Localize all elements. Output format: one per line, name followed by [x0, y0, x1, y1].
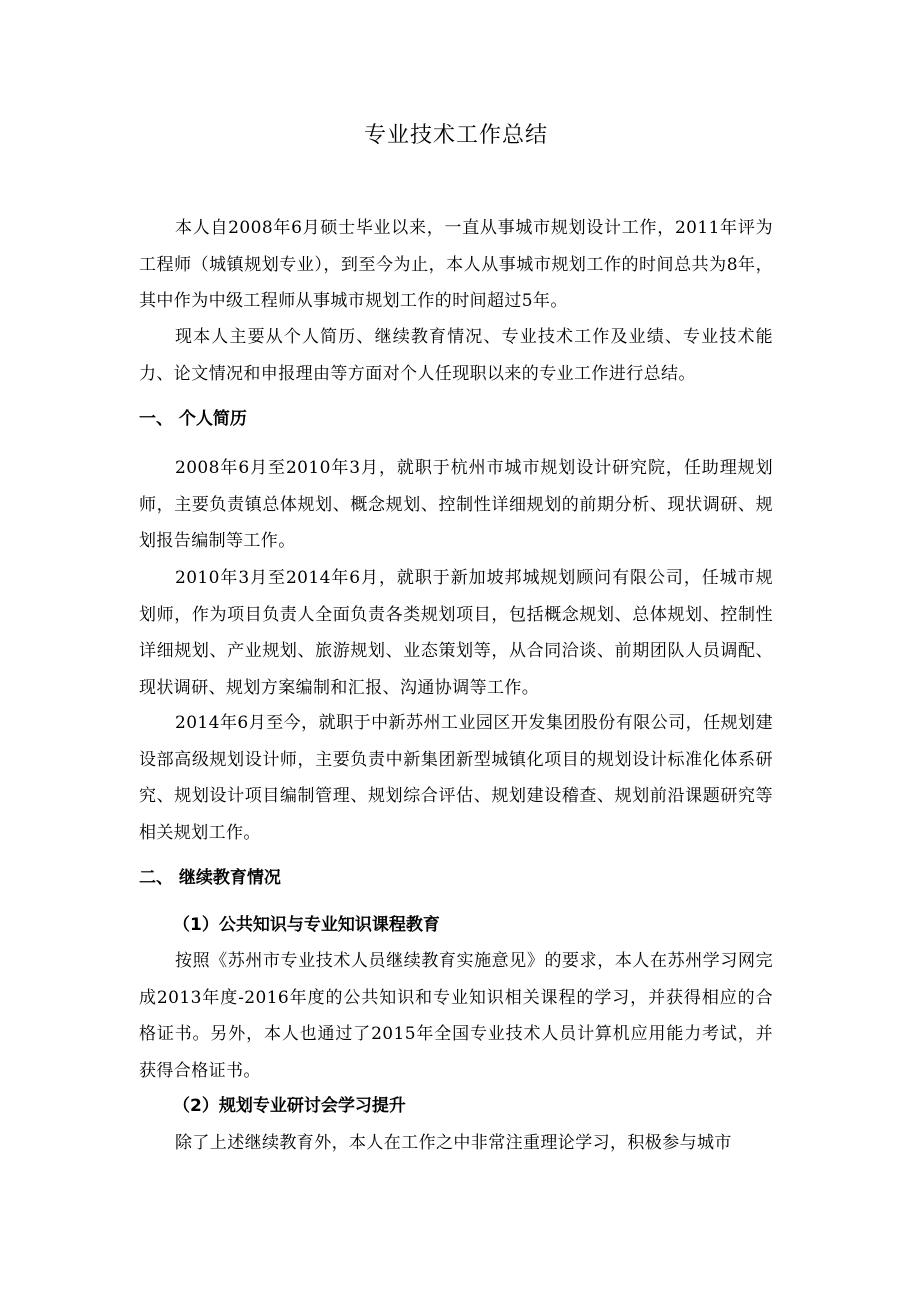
section-heading-resume: 一、 个人简历: [139, 409, 247, 429]
intro-paragraph: 本人自2008年6月硕士毕业以来，一直从事城市规划设计工作，2011年评为工程师（城镇规划专业），到至今为止，本人从事城市规划工作的时间总共为8年，其中作为中级工程师从事城市规划工作的时间超过5年。: [139, 218, 773, 311]
courses-paragraph: 按照《苏州市专业技术人员继续教育实施意见》的要求，本人在苏州学习网完成2013年度-2016年度的公共知识和专业知识相关课程的学习，并获得相应的合格证书。另外，本人也通过了2015年全国专业技术人员计算机应用能力考试，并获得合格证书。: [139, 951, 773, 1081]
resume-paragraph: 2014年6月至今，就职于中新苏州工业园区开发集团股份有限公司，任规划建设部高级规划设计师，主要负责中新集团新型城镇化项目的规划设计标准化体系研究、规划设计项目编制管理、规划综合评估、规划建设稽查、规划前沿课题研究等相关规划工作。: [139, 713, 773, 843]
section-heading-education: 二、 继续教育情况: [139, 868, 281, 888]
intro-paragraph: 现本人主要从个人简历、继续教育情况、专业技术工作及业绩、专业技术能力、论文情况和申报理由等方面对个人任现职以来的专业工作进行总结。: [139, 327, 773, 384]
document-title: 专业技术工作总结: [363, 123, 548, 148]
resume-paragraph: 2010年3月至2014年6月，就职于新加坡邦城规划顾问有限公司，任城市规划师，作为项目负责人全面负责各类规划项目，包括概念规划、总体规划、控制性详细规划、产业规划、旅游规划、业态策划等，从合同洽谈、前期团队人员调配、现状调研、规划方案编制和汇报、沟通协调等工作。: [139, 568, 773, 698]
resume-paragraph: 2008年6月至2010年3月，就职于杭州市城市规划设计研究院，任助理规划师，主要负责镇总体规划、概念规划、控制性详细规划的前期分析、现状调研、规划报告编制等工作。: [139, 458, 773, 551]
subsection-heading-courses: （1）公共知识与专业知识课程教育: [173, 915, 440, 935]
seminars-paragraph: 除了上述继续教育外，本人在工作之中非常注重理论学习，积极参与城市: [175, 1133, 732, 1153]
subsection-heading-seminars: （2）规划专业研讨会学习提升: [173, 1096, 406, 1116]
